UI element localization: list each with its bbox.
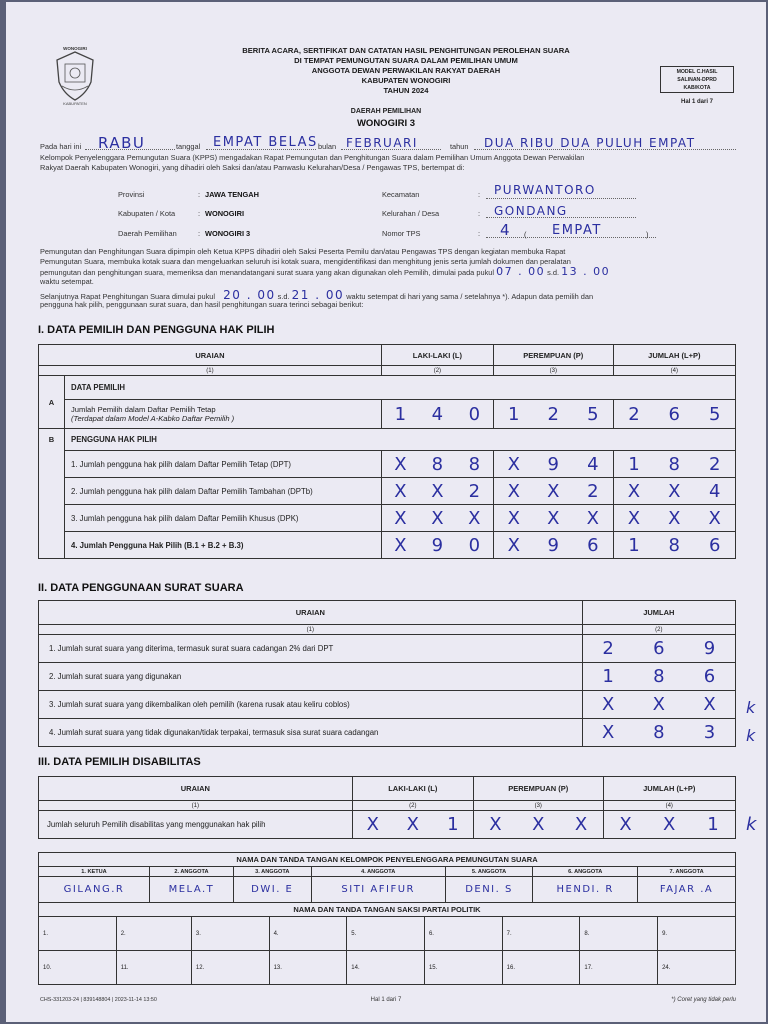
s3-num-1: (1) xyxy=(39,801,353,811)
para-1: Pemungutan dan Penghitungan Suara dipimpin oleh Ketua KPPS dihadiri oleh Saksi Peserta Pemilu dan/atau Pengawas TPS dengan kegiatan membuka Rapat xyxy=(40,247,566,256)
sig-title: NAMA DAN TANDA TANGAN KELOMPOK PENYELENGGARA PEMUNGUTAN SUARA xyxy=(39,853,736,867)
time-end: 13 . 00 xyxy=(561,265,611,278)
s1-a-code: A xyxy=(39,376,65,429)
table-row xyxy=(39,532,736,559)
bulan-value: FEBRUARI xyxy=(346,136,418,150)
model-box xyxy=(660,66,734,93)
s3-d0: X xyxy=(366,814,379,835)
intro-text-1: Kelompok Penyelenggara Pemungutan Suara (KPPS) mengadakan Rapat Pemungutan dan Penghitungan Suara dalam Pemilihan Umum Anggota Dewan Perwakilan xyxy=(40,153,585,162)
s2-row-1: 1. Jumlah surat suara yang diterima, termasuk surat suara cadangan 2% dari DPT xyxy=(39,635,583,663)
tanggal-value: EMPAT BELAS xyxy=(213,135,318,150)
s1-r4-d5: 6 xyxy=(587,534,599,556)
s1-r0-d3: 1 xyxy=(508,403,520,425)
s1-r0-d1: 4 xyxy=(431,403,444,425)
saksi-11: 11. xyxy=(116,951,191,985)
s1-a-row: Jumlah Pemilih dalam Daftar Pemilih Tetap xyxy=(71,405,216,414)
s2-row-3: 3. Jumlah surat suara yang dikembalikan oleh pemilih (karena rusak atau keliru coblos) xyxy=(39,691,583,719)
s2-margin-initial-4: k xyxy=(746,726,757,745)
signatory-name-5: DENI. S xyxy=(445,877,532,903)
s3-d5: X xyxy=(574,814,588,835)
sd-label: s.d. xyxy=(547,268,560,277)
tahun-value: DUA RIBU DUA PULUH EMPAT xyxy=(484,136,696,150)
saksi-2: 2. xyxy=(116,917,191,951)
s3-col-uraian: URAIAN xyxy=(39,777,353,801)
s1-num-1: (1) xyxy=(39,366,382,376)
s1-a-title: DATA PEMILIH xyxy=(65,376,736,400)
s1-r3-d0: X xyxy=(394,507,407,529)
tps-word: EMPAT xyxy=(552,223,602,238)
signatory-name-6: HENDI. R xyxy=(533,877,638,903)
s3-d3: X xyxy=(489,814,502,835)
s1-r0-d5: 5 xyxy=(587,403,599,425)
s1-num-3: (3) xyxy=(493,366,613,376)
s1-a-row-note: (Terdapat dalam Model A-Kabko Daftar Pemilih ) xyxy=(71,414,235,423)
s2-r3-d0: X xyxy=(601,722,615,743)
intro-text-2: Rakyat Daerah Kabupaten Wonogiri, yang dihadiri oleh Saksi dan/atau Panwaslu Kelurahan/Desa / Pengawas TPS, bertempat di: xyxy=(40,163,465,172)
s1-r1-d7: 8 xyxy=(668,453,680,475)
s2-r1-d1: 8 xyxy=(653,666,665,687)
s1-b-title: PENGGUNA HAK PILIH xyxy=(65,429,736,451)
s1-b-row-4: 4. Jumlah Pengguna Hak Pilih (B.1 + B.2 + B.3) xyxy=(65,532,382,559)
s2-col-jumlah: JUMLAH xyxy=(582,601,735,625)
saksi-4: 4. xyxy=(269,917,347,951)
s2-r0-d2: 9 xyxy=(703,638,716,659)
saksi-24: 24. xyxy=(658,951,736,985)
s1-r3-d8: X xyxy=(708,507,721,529)
dapil-label: Daerah Pemilihan xyxy=(118,229,177,238)
para-6: pengguna hak pilih, penggunaan surat suara, dan hasil penghitungan suara terinci sebagai berikut: xyxy=(40,300,364,309)
s1-b-row-1: 1. Jumlah pengguna hak pilih dalam Daftar Pemilih Tetap (DPT) xyxy=(65,451,382,478)
model-line-1: MODEL C.HASIL xyxy=(676,69,718,75)
s2-num-1: (1) xyxy=(39,625,583,635)
saksi-10: 10. xyxy=(39,951,117,985)
section-1-title: I. DATA PEMILIH DAN PENGGUNA HAK PILIH xyxy=(38,324,275,336)
saksi-15: 15. xyxy=(424,951,502,985)
s1-r1-d8: 2 xyxy=(708,453,721,475)
tps-number: 4 xyxy=(500,221,512,239)
saksi-title: NAMA DAN TANDA TANGAN SAKSI PARTAI POLITIK xyxy=(39,903,736,917)
title-line-5: TAHUN 2024 xyxy=(383,86,429,95)
s1-r3-d6: X xyxy=(627,507,641,529)
s1-r0-d8: 5 xyxy=(708,403,721,425)
s1-r1-d0: X xyxy=(394,453,407,475)
p5-time-end: 21 . 00 xyxy=(291,288,345,302)
s1-col-perempuan: PEREMPUAN (P) xyxy=(493,345,613,366)
para-2: Pemungutan Suara, membuka kotak suara dan mengeluarkan seluruh isi kotak suara, mengidentifikasi dan menghitung jenis serta jumlah dokumen dan peralatan xyxy=(40,257,571,266)
footer-code: CHS-331203-24 | 839148804 | 2023-11-14 13:50 xyxy=(40,997,157,1003)
s2-row-2: 2. Jumlah surat suara yang digunakan xyxy=(39,663,583,691)
title-line-4: KABUPATEN WONOGIRI xyxy=(361,76,451,85)
s1-r3-d7: X xyxy=(668,507,681,529)
s1-r0-d0: 1 xyxy=(394,403,407,425)
table-row xyxy=(39,691,736,719)
s1-r3-d4: X xyxy=(547,507,560,529)
tahun-label: tahun xyxy=(450,142,469,151)
s2-r0-d0: 2 xyxy=(602,638,614,659)
s3-d2: 1 xyxy=(447,814,459,835)
saksi-17: 17. xyxy=(580,951,658,985)
s2-r2-d1: X xyxy=(652,694,665,715)
s1-r3-d2: X xyxy=(468,507,481,529)
section-2-table xyxy=(38,600,736,747)
s1-r3-d1: X xyxy=(431,507,444,529)
section-1-table xyxy=(38,344,736,559)
s1-r1-d5: 4 xyxy=(587,453,599,475)
saksi-13: 13. xyxy=(269,951,347,985)
para-5-text: Selanjutnya Rapat Penghitungan Suara dimulai pukul xyxy=(40,292,216,301)
saksi-14: 14. xyxy=(347,951,425,985)
s3-row: Jumlah seluruh Pemilih disabilitas yang menggunakan hak pilih xyxy=(39,811,353,839)
provinsi-label: Provinsi xyxy=(118,190,145,199)
s1-r2-d0: X xyxy=(394,480,407,502)
s1-r1-d2: 8 xyxy=(468,453,481,475)
s3-d8: 1 xyxy=(707,814,719,835)
s3-col-laki: LAKI-LAKI (L) xyxy=(352,777,473,801)
para-5-text-b: waktu setempat di hari yang sama / setelahnya *). Adapun data pemilih dan xyxy=(346,292,594,301)
s2-r3-d2: 3 xyxy=(703,722,716,743)
tps-label: Nomor TPS xyxy=(382,229,421,238)
s2-r2-d0: X xyxy=(601,694,615,715)
s3-d4: X xyxy=(532,814,545,835)
s2-r3-d1: 8 xyxy=(653,722,665,743)
signatory-name-7: FAJAR .A xyxy=(638,877,736,903)
s1-r1-d6: 1 xyxy=(628,453,640,475)
s2-margin-initial-3: k xyxy=(746,698,757,717)
hari-value: RABU xyxy=(98,134,146,152)
s1-r1-d4: 9 xyxy=(547,453,559,475)
dapil-value: WONOGIRI 3 xyxy=(205,229,251,238)
model-line-3: KAB/KOTA xyxy=(683,85,711,91)
kabupaten-label: Kabupaten / Kota xyxy=(118,209,176,218)
s3-d7: X xyxy=(663,814,676,835)
para-4: waktu setempat. xyxy=(40,277,94,286)
s3-col-perempuan: PEREMPUAN (P) xyxy=(473,777,603,801)
s3-col-jumlah: JUMLAH (L+P) xyxy=(603,777,735,801)
kecamatan-label: Kecamatan xyxy=(382,190,420,199)
title-line-2: DI TEMPAT PEMUNGUTAN SUARA DALAM PEMILIHAN UMUM xyxy=(294,56,518,65)
s1-r4-d7: 8 xyxy=(668,534,680,556)
table-row xyxy=(39,451,736,478)
s1-r4-d6: 1 xyxy=(628,534,640,556)
saksi-6: 6. xyxy=(424,917,502,951)
table-row xyxy=(39,811,736,839)
saksi-3: 3. xyxy=(191,917,269,951)
daerah-name: WONOGIRI 3 xyxy=(356,118,416,129)
table-row xyxy=(39,505,736,532)
role-4: 4. ANGGOTA xyxy=(311,867,445,877)
role-1: 1. KETUA xyxy=(39,867,150,877)
s1-num-2: (2) xyxy=(381,366,493,376)
saksi-5: 5. xyxy=(347,917,425,951)
p5-sd: s.d. xyxy=(277,292,290,301)
signatory-name-2: MELA.T xyxy=(149,877,233,903)
time-start: 07 . 00 xyxy=(496,265,546,278)
title-line-3: ANGGOTA DEWAN PERWAKILAN RAKYAT DAERAH xyxy=(311,66,501,75)
s1-r2-d2: 2 xyxy=(468,480,481,502)
section-3-table xyxy=(38,776,736,839)
saksi-7: 7. xyxy=(502,917,580,951)
s1-r2-d1: X xyxy=(431,480,444,502)
role-2: 2. ANGGOTA xyxy=(149,867,233,877)
s2-r0-d1: 6 xyxy=(653,638,665,659)
para-3-text: pemungutan dan penghitungan suara, memeriksa dan menandatangani surat suara yang akan digunakan oleh Pemilih, dimulai pada pukul xyxy=(40,268,495,277)
signature-table xyxy=(38,852,736,903)
saksi-16: 16. xyxy=(502,951,580,985)
table-row xyxy=(39,400,736,429)
s3-num-4: (4) xyxy=(603,801,735,811)
s1-col-jumlah: JUMLAH (L+P) xyxy=(613,345,735,366)
role-7: 7. ANGGOTA xyxy=(638,867,736,877)
s1-r0-d6: 2 xyxy=(628,403,640,425)
s1-r0-d2: 0 xyxy=(468,403,481,425)
s1-r1-d3: X xyxy=(507,453,520,475)
logo-sub: KABUPATEN xyxy=(63,101,87,106)
table-row xyxy=(39,719,736,747)
logo-text: WONOGIRI xyxy=(63,46,87,51)
table-row xyxy=(39,478,736,505)
signatory-name-4: SITI AFIFUR xyxy=(311,877,445,903)
para-3 xyxy=(40,267,760,278)
role-5: 5. ANGGOTA xyxy=(445,867,532,877)
saksi-9: 9. xyxy=(658,917,736,951)
s1-r4-d3: X xyxy=(507,534,520,556)
s1-r4-d8: 6 xyxy=(708,534,721,556)
s1-r2-d5: 2 xyxy=(587,480,599,502)
s1-b-row-3: 3. Jumlah pengguna hak pilih dalam Daftar Pemilih Khusus (DPK) xyxy=(65,505,382,532)
bulan-label: bulan xyxy=(318,142,337,151)
page-label: Hal 1 dari 7 xyxy=(680,99,713,105)
pada-hari-label: Pada hari ini xyxy=(40,142,82,151)
section-2-title: II. DATA PENGGUNAAN SURAT SUARA xyxy=(38,582,244,594)
s1-num-4: (4) xyxy=(613,366,735,376)
role-6: 6. ANGGOTA xyxy=(533,867,638,877)
daerah-label: DAERAH PEMILIHAN xyxy=(350,108,422,115)
s1-r4-d2: 0 xyxy=(468,534,481,556)
s1-r2-d6: X xyxy=(627,480,641,502)
s1-r2-d4: X xyxy=(547,480,560,502)
signatory-name-1: GILANG.R xyxy=(39,877,150,903)
s3-num-2: (2) xyxy=(352,801,473,811)
document-title xyxy=(156,46,656,96)
s1-col-laki: LAKI-LAKI (L) xyxy=(381,345,493,366)
s1-r2-d8: 4 xyxy=(708,480,721,502)
s2-r1-d2: 6 xyxy=(703,666,716,687)
signatory-name-3: DWI. E xyxy=(233,877,311,903)
saksi-12: 12. xyxy=(191,951,269,985)
s1-r4-d1: 9 xyxy=(431,534,444,556)
tanggal-label: tanggal xyxy=(176,142,201,151)
footer-page: Hal 1 dari 7 xyxy=(370,997,402,1003)
s3-d6: X xyxy=(619,814,632,835)
model-line-2: SALINAN-DPRD xyxy=(677,77,717,83)
saksi-table xyxy=(38,902,736,985)
footer-note: *) Coret yang tidak perlu xyxy=(671,997,736,1003)
s1-col-uraian: URAIAN xyxy=(39,345,382,366)
s1-r4-d0: X xyxy=(394,534,407,556)
role-3: 3. ANGGOTA xyxy=(233,867,311,877)
s1-b-code: B xyxy=(39,429,65,559)
s1-r2-d3: X xyxy=(507,480,520,502)
s1-r3-d5: X xyxy=(586,507,599,529)
title-line-1: BERITA ACARA, SERTIFIKAT DAN CATATAN HASIL PENGHITUNGAN PEROLEHAN SUARA xyxy=(242,46,570,55)
logo-emblem xyxy=(52,48,98,106)
s1-r0-d4: 2 xyxy=(547,403,559,425)
form-page: WONOGIRI KABUPATEN BERITA ACARA, SERTIFIKAT DAN CATATAN HASIL PENGHITUNGAN PEROLEHAN SUARA DI TEMPAT PEMUNGUTAN SUARA DALAM PEMILIHAN UMUM ANGGOTA DEWAN PERWAKILAN RAKYAT DAERAH KABUPATEN WONOGIRI TAHUN 2024 DAERAH PEMILIHAN WONOGIRI 3 MODEL C.HASIL SALINAN-DPRD KAB/KOTA Hal 1 dari 7 Pada hari ini RABU tanggal EMPAT BELAS bulan FEBRUARI tahun DUA RIBU DUA PULUH EMPAT Kelompok Penyelenggara Pemungutan Suara (KPPS) mengadakan Rapat Pemungutan dan Penghitungan Suara dalam Pemilihan Umum Anggota Dewan Perwakilan Rakyat Daerah Kabupaten Wonogiri, yang dihadiri oleh Saksi dan/atau Panwaslu Kelurahan/Desa / Pengawas TPS, bertempat di: Provinsi : JAWA TENGAH Kabupaten / Kota : WONOGIRI Daerah Pemilihan : WONOGIRI 3 Kecamatan : PURWANTORO Kelurahan / Desa : GONDANG Nomor TPS : 4 ( EMPAT ) Pemungutan dan Penghitungan Suara dipimpin oleh Ketua KPPS dihadiri oleh Saksi Peserta Pemilu dan/atau Pengawas TPS dengan kegiatan membuka Rapat Pemungutan Suara, membuka kotak suara dan mengeluarkan seluruh isi kotak suara, mengidentifikasi dan menghitung jenis serta jumlah dokumen dan peralatan pemungutan dan penghitungan suara, memeriksa dan menandatangani surat suara yang akan digunakan oleh Pemilih, dimulai pada pukul 07 . 00 s.d. 13 . 00 waktu setempat. Selanjutnya Rapat Penghitungan Suara dimulai pukul 20 . 00 s.d. 21 . 00 waktu setempat di hari yang sama / setelahnya *). Adapun data pemilih dan pengguna hak pilih, penggunaan surat suara, dan hasil penghitungan suara terinci sebagai berikut: I. DATA PEMILIH DAN PENGGUNA HAK PILIH URAIAN LAKI-LAKI (L) PEREMPUAN (P) JUMLAH (L+P) (1) (2) (3) (4) A DATA PEMILIH Jumlah Pemilih dalam Daftar Pemilih Tetap (Terdapat dalam Model A-Kabko Daftar Pemilih ) 1 4 0 1 2 5 2 6 5 B PENGGUNA HAK PILIH 1. Jumlah pengguna hak pilih dalam Daftar Pemilih Tetap (DPT) X 8 8 X 9 4 1 8 2 2. Jumlah pengguna hak pilih dalam Daftar Pemilih Tambahan (DPTb) X X 2 X X 2 X X 4 3. Jumlah pengguna hak pilih dalam Daftar Pemilih Khusus (DPK) X X X X X X X X X 4. Jumlah Pengguna Hak Pilih (B.1 + B.2 + B.3) X 9 0 X 9 6 1 8 6 II. DATA PENGGUNAAN SURAT SUARA URAIAN JUMLAH (1) (2) 1. Jumlah surat suara yang diterima, termasuk surat suara cadangan 2% dari DPT 2 6 9 2. Jumlah surat suara yang digunakan 1 8 6 3. Jumlah surat suara yang dikembalikan oleh pemilih (karena rusak atau keliru coblos) X X X 4. Jumlah surat suara yang tidak digunakan/tidak terpakai, termasuk sisa surat suara cadangan X 8 3 k k III. DATA PEMILIH DISABILITAS URAIAN LAKI-LAKI (L) PEREMPUAN (P) JUMLAH (L+P) (1) (2) (3) (4) Jumlah seluruh Pemilih disabilitas yang menggunakan hak pilih X X 1 X X X X X 1 k NAMA DAN TANDA TANGAN KELOMPOK PENYELENGGARA PEMUNGUTAN SUARA 1. KETUA 2. ANGGOTA 3. ANGGOTA 4. ANGGOTA 5. ANGGOTA 6. ANGGOTA 7. ANGGOTA GILANG.R MELA.T DWI. E SITI AFIFUR DENI. S HENDI. R FAJAR .A NAMA DAN TANDA TANGAN SAKSI PARTAI POLITIK 1. 2. 3. 4. 5. 6. 7. 8. 9. 10. 11. 12. 13. 14. 15. 16. 17. 24. CHS-331203-24 | 839148804 | 2023-11-14 13:50 Hal 1 dari 7 *) Coret yang tidak perlu xyxy=(6,2,766,1022)
saksi-8: 8. xyxy=(580,917,658,951)
s3-num-3: (3) xyxy=(473,801,603,811)
s1-r0-d7: 6 xyxy=(668,403,680,425)
s2-row-4: 4. Jumlah surat suara yang tidak digunakan/tidak terpakai, termasuk sisa surat suara cadangan xyxy=(39,719,583,747)
s3-margin-initial: k xyxy=(746,814,758,835)
s1-r3-d3: X xyxy=(507,507,520,529)
s1-r4-d4: 9 xyxy=(547,534,559,556)
s1-r2-d7: X xyxy=(668,480,681,502)
s1-b-row-2: 2. Jumlah pengguna hak pilih dalam Daftar Pemilih Tambahan (DPTb) xyxy=(65,478,382,505)
s2-num-2: (2) xyxy=(582,625,735,635)
kabupaten-value: WONOGIRI xyxy=(205,209,245,218)
saksi-1: 1. xyxy=(39,917,117,951)
section-3-title: III. DATA PEMILIH DISABILITAS xyxy=(38,756,201,768)
s2-r1-d0: 1 xyxy=(602,666,614,687)
kecamatan-value: PURWANTORO xyxy=(494,183,596,197)
s1-r1-d1: 8 xyxy=(431,453,444,475)
s3-d1: X xyxy=(406,814,419,835)
s2-r2-d2: X xyxy=(703,694,716,715)
s2-col-uraian: URAIAN xyxy=(39,601,583,625)
table-row xyxy=(39,635,736,663)
kelurahan-label: Kelurahan / Desa xyxy=(382,209,440,218)
kelurahan-value: GONDANG xyxy=(494,204,568,218)
p5-time-start: 20 . 00 xyxy=(223,288,276,302)
provinsi-value: JAWA TENGAH xyxy=(205,190,259,199)
table-row xyxy=(39,663,736,691)
